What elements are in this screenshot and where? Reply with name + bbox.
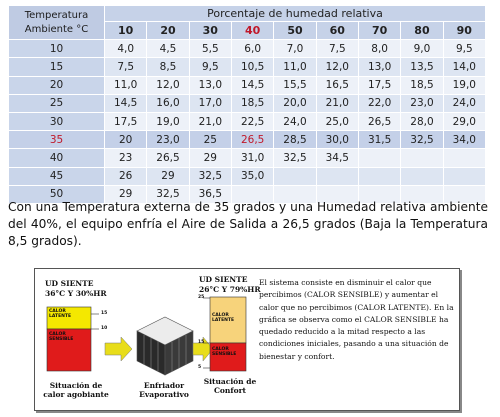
table-cell: 13,5 bbox=[401, 58, 443, 76]
table-cell bbox=[358, 167, 400, 185]
table-cell: 5,5 bbox=[189, 40, 231, 58]
table-cell: 12,0 bbox=[147, 76, 189, 94]
cooler-icon bbox=[137, 317, 193, 375]
table-cell bbox=[401, 167, 443, 185]
row-temperature: 20 bbox=[9, 76, 105, 94]
arrow-right-icon bbox=[105, 337, 132, 361]
table-row bbox=[9, 167, 486, 185]
humidity-column-80: 80 bbox=[401, 22, 443, 40]
table-cell: 15,5 bbox=[274, 76, 316, 94]
table-cell: 19,0 bbox=[443, 76, 485, 94]
right-caption: Situación de Confort bbox=[203, 377, 257, 395]
table-cell: 14,0 bbox=[443, 58, 485, 76]
table-cell: 32,5 bbox=[401, 131, 443, 149]
humidity-column-70: 70 bbox=[358, 22, 400, 40]
table-cell: 7,5 bbox=[316, 40, 358, 58]
humidity-column-40: 40 bbox=[231, 22, 273, 40]
right-tick-top: 25 bbox=[198, 295, 205, 300]
humidity-column-30: 30 bbox=[189, 22, 231, 40]
table-row bbox=[9, 40, 486, 58]
table-cell: 24,0 bbox=[443, 94, 485, 112]
table-cell: 26,5 bbox=[358, 112, 400, 130]
left-latent-label: CALOR LATENTE bbox=[49, 309, 72, 319]
humidity-column-50: 50 bbox=[274, 22, 316, 40]
humidity-header: Porcentaje de humedad relativa bbox=[105, 6, 486, 22]
table-cell bbox=[443, 149, 485, 167]
left-tick-top: 15 bbox=[101, 311, 108, 316]
table-cell: 11,0 bbox=[274, 58, 316, 76]
table-cell: 18,5 bbox=[401, 76, 443, 94]
table-row bbox=[9, 94, 486, 112]
table-cell: 30,0 bbox=[316, 131, 358, 149]
table-cell: 4,0 bbox=[105, 40, 147, 58]
table-cell: 35,0 bbox=[231, 167, 273, 185]
table-cell bbox=[316, 167, 358, 185]
humidity-column-90: 90 bbox=[443, 22, 485, 40]
row-temperature: 25 bbox=[9, 94, 105, 112]
table-cell: 29 bbox=[147, 167, 189, 185]
table-cell: 20 bbox=[105, 131, 147, 149]
table-cell: 28,0 bbox=[401, 112, 443, 130]
table-cell: 17,5 bbox=[105, 112, 147, 130]
table-cell: 20,0 bbox=[274, 94, 316, 112]
table-cell: 12,0 bbox=[316, 58, 358, 76]
humidity-temperature-table bbox=[8, 5, 486, 204]
table-cell: 8,5 bbox=[147, 58, 189, 76]
humidity-column-10: 10 bbox=[105, 22, 147, 40]
table-cell: 17,0 bbox=[189, 94, 231, 112]
table-cell: 32,5 bbox=[274, 149, 316, 167]
table-cell: 16,0 bbox=[147, 94, 189, 112]
cooler-caption: Enfriador Evaporativo bbox=[139, 381, 189, 399]
table-cell: 19,0 bbox=[147, 112, 189, 130]
right-tick-bottom: 5 bbox=[198, 365, 202, 370]
left-caption: Situación de calor agobiante bbox=[43, 381, 109, 399]
table-cell bbox=[401, 149, 443, 167]
row-temperature: 50 bbox=[9, 185, 105, 203]
table-cell: 34,5 bbox=[316, 149, 358, 167]
table-cell: 9,5 bbox=[189, 58, 231, 76]
table-row bbox=[9, 131, 486, 149]
table-cell: 29 bbox=[105, 185, 147, 203]
table-cell bbox=[443, 167, 485, 185]
table-cell: 7,0 bbox=[274, 40, 316, 58]
table-cell bbox=[358, 149, 400, 167]
row-temperature: 15 bbox=[9, 58, 105, 76]
table-cell: 26 bbox=[105, 167, 147, 185]
table-cell: 16,5 bbox=[316, 76, 358, 94]
table-cell: 14,5 bbox=[105, 94, 147, 112]
right-tick-mid: 15 bbox=[198, 340, 205, 345]
comfort-diagram bbox=[34, 268, 460, 411]
table-cell: 29 bbox=[189, 149, 231, 167]
table-cell: 29,0 bbox=[443, 112, 485, 130]
table-cell: 17,5 bbox=[358, 76, 400, 94]
table-cell: 23,0 bbox=[147, 131, 189, 149]
table-cell: 25,0 bbox=[316, 112, 358, 130]
table-cell: 9,0 bbox=[401, 40, 443, 58]
table-row bbox=[9, 149, 486, 167]
table-cell bbox=[274, 167, 316, 185]
left-title: UD SIENTE bbox=[45, 279, 94, 288]
table-cell: 14,5 bbox=[231, 76, 273, 94]
table-cell: 26,5 bbox=[231, 131, 273, 149]
right-latent-label: CALOR LATENTE bbox=[212, 313, 235, 323]
table-cell: 24,0 bbox=[274, 112, 316, 130]
right-sensible-label: CALOR SENSIBLE bbox=[212, 347, 237, 357]
corner-label bbox=[9, 6, 105, 40]
table-row bbox=[9, 58, 486, 76]
table-cell: 22,5 bbox=[231, 112, 273, 130]
table-cell: 6,0 bbox=[231, 40, 273, 58]
table-cell: 32,5 bbox=[189, 167, 231, 185]
table-cell: 26,5 bbox=[147, 149, 189, 167]
corner-label-line2: Ambiente °C bbox=[24, 23, 89, 35]
table-cell: 23,0 bbox=[401, 94, 443, 112]
table-cell: 8,0 bbox=[358, 40, 400, 58]
table-cell: 21,0 bbox=[316, 94, 358, 112]
table-cell: 21,0 bbox=[189, 112, 231, 130]
table-cell: 10,5 bbox=[231, 58, 273, 76]
right-subtitle: 26°C Y 79%HR bbox=[199, 285, 261, 294]
corner-label-line1: Temperatura bbox=[24, 9, 89, 21]
row-temperature: 30 bbox=[9, 112, 105, 130]
row-temperature: 40 bbox=[9, 149, 105, 167]
table-cell: 36,5 bbox=[189, 185, 231, 203]
table-cell: 13,0 bbox=[358, 58, 400, 76]
right-title: UD SIENTE bbox=[199, 275, 248, 284]
humidity-column-60: 60 bbox=[316, 22, 358, 40]
table-cell: 25 bbox=[189, 131, 231, 149]
left-sensible-label: CALOR SENSIBLE bbox=[49, 332, 74, 342]
row-temperature: 35 bbox=[9, 131, 105, 149]
table-row bbox=[9, 76, 486, 94]
table-cell: 31,5 bbox=[358, 131, 400, 149]
table-cell: 9,5 bbox=[443, 40, 485, 58]
left-tick-bottom: 10 bbox=[101, 326, 108, 331]
table-cell: 11,0 bbox=[105, 76, 147, 94]
description-text: Con una Temperatura externa de 35 grados y una Humedad relativa ambiente del 40%, el equipo enfría el Aire de Salida a 26,5 grados (Baja la Temperatura 8,5 grados). bbox=[8, 200, 488, 248]
table-row bbox=[9, 112, 486, 130]
table-cell: 31,0 bbox=[231, 149, 273, 167]
table-cell: 13,0 bbox=[189, 76, 231, 94]
table-cell: 28,5 bbox=[274, 131, 316, 149]
row-temperature: 10 bbox=[9, 40, 105, 58]
table-cell: 23 bbox=[105, 149, 147, 167]
table-cell: 32,5 bbox=[147, 185, 189, 203]
table-cell: 22,0 bbox=[358, 94, 400, 112]
diagram-paragraph: El sistema consiste en disminuir el calor que percibimos (CALOR SENSIBLE) y aumentar el calor que no percibimos (CALOR LATENTE). En la gráfica se observa como el CALOR SENSIBLE ha quedado reducido a la mitad respecto a las condiciones iniciales, pasando a una situación de bienestar y confort. bbox=[259, 278, 454, 361]
row-temperature: 45 bbox=[9, 167, 105, 185]
left-subtitle: 36°C Y 30%HR bbox=[45, 289, 107, 298]
table-cell: 7,5 bbox=[105, 58, 147, 76]
table-cell: 18,5 bbox=[231, 94, 273, 112]
humidity-column-20: 20 bbox=[147, 22, 189, 40]
table-cell: 4,5 bbox=[147, 40, 189, 58]
table-cell: 34,0 bbox=[443, 131, 485, 149]
